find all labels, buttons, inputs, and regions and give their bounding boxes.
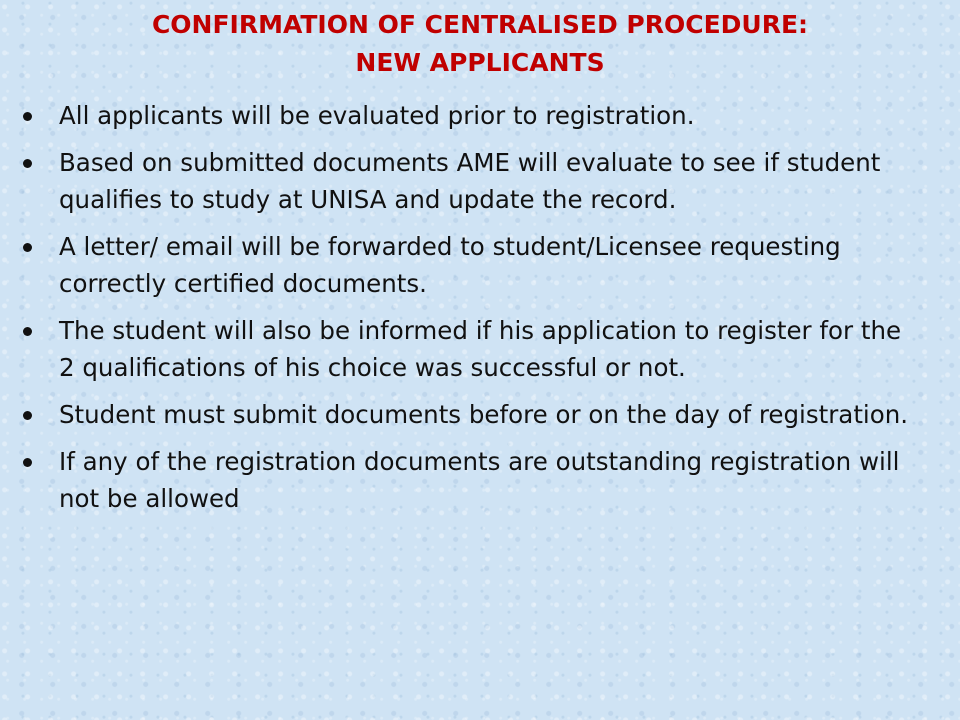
bullet-item (0, 228, 960, 302)
bullet-item (0, 396, 960, 433)
bullet-dot-icon (23, 159, 32, 168)
bullet-item (0, 144, 960, 218)
bullet-item (0, 97, 960, 134)
bullet-dot-icon (23, 112, 32, 121)
bullet-list (0, 97, 960, 527)
bullet-text: Student must submit documents before or on the day of registration. (59, 400, 909, 429)
bullet-text: If any of the registration documents are outstanding registration will not be allowed (59, 447, 900, 513)
bullet-dot-icon (23, 458, 32, 467)
title-line-1: CONFIRMATION OF CENTRALISED PROCEDURE: (151, 10, 809, 39)
bullet-dot-icon (23, 327, 32, 336)
bullet-text: A letter/ email will be forwarded to student/Licensee requesting correctly certified documents. (59, 232, 841, 298)
slide-title (0, 6, 960, 82)
bullet-dot-icon (23, 243, 32, 252)
bullet-text: The student will also be informed if his application to register for the 2 qualifications of his choice was successful or not. (59, 316, 902, 382)
bullet-dot-icon (23, 411, 32, 420)
bullet-text: Based on submitted documents AME will evaluate to see if student qualifies to study at UNISA and update the record. (59, 148, 881, 214)
title-line-2: NEW APPLICANTS (355, 48, 605, 77)
bullet-text: All applicants will be evaluated prior to registration. (59, 101, 695, 130)
bullet-item (0, 443, 960, 517)
bullet-item (0, 312, 960, 386)
